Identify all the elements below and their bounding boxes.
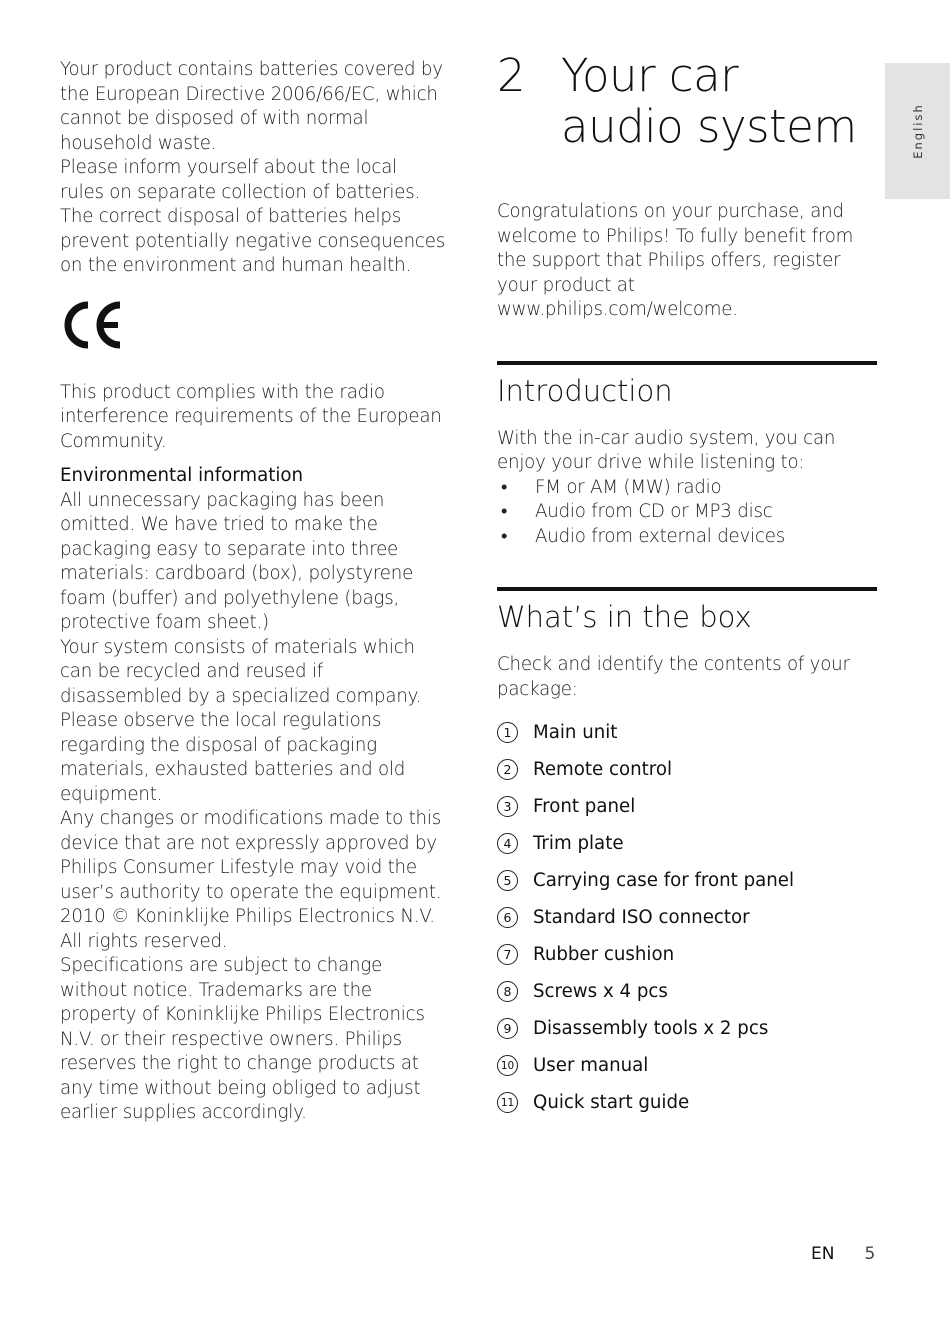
chapter-title: Your car audio system: [561, 49, 857, 153]
number-badge: 4: [497, 833, 518, 854]
number-badge: 6: [497, 907, 518, 928]
introduction-title: Introduction: [497, 373, 673, 408]
right-column: [497, 50, 877, 1121]
feature-list: [497, 476, 877, 550]
box-text: Check and identify the contents of your package:: [497, 654, 850, 700]
number-badge: 5: [497, 870, 518, 891]
list-item: • Audio from CD or MP3 disc: [497, 500, 877, 525]
number-badge: 11: [497, 1092, 518, 1113]
list-item: • FM or AM (MW) radio: [497, 476, 877, 501]
list-item: 3 Front panel: [497, 788, 877, 825]
language-tab-label: English: [910, 103, 925, 159]
number-badge: 1: [497, 722, 518, 743]
left-column: [60, 58, 445, 1126]
bullet-icon: •: [501, 525, 508, 547]
chapter-number: 2: [497, 49, 526, 102]
environmental-heading: Environmental information: [60, 465, 304, 486]
list-item: 4 Trim plate: [497, 825, 877, 862]
number-badge: 3: [497, 796, 518, 817]
language-tab: [885, 63, 950, 199]
bullet-icon: •: [501, 476, 508, 498]
number-badge: 8: [497, 981, 518, 1002]
introduction-rule: [497, 361, 877, 365]
bullet-icon: •: [501, 501, 508, 522]
footer-language: EN: [811, 1244, 835, 1264]
list-item: 9 Disassembly tools x 2 pcs: [497, 1010, 877, 1047]
box-title: What’s in the box: [497, 600, 752, 634]
box-contents-list: [497, 714, 877, 1121]
list-item: 7 Rubber cushion: [497, 936, 877, 973]
list-item: 6 Standard ISO connector: [497, 899, 877, 936]
list-item: 2 Remote control: [497, 751, 877, 788]
welcome-text: Congratulations on your purchase, and welcome to Philips! To fully benefit from the support that Philips offers, register your product at www.philips.com/welcome.: [497, 201, 854, 320]
number-badge: 10: [497, 1055, 518, 1076]
number-badge: 2: [497, 759, 518, 780]
ce-mark-logo: [60, 299, 445, 359]
page-number: 5: [864, 1244, 876, 1264]
environmental-text: All unnecessary packaging has been omitted. We have tried to make the packaging easy to separate into three materials: cardboard (box), polystyrene foam (buffer) and polyethylene (bags, protective foam sheet.) Your system consists of materials which can be recycled and reused if disassembled by a specialized company. Please observe the local regulations regarding the disposal of packaging materials, exhausted batteries and old equipment. Any changes or modifications made to this device that are not expressly approved by Philips Consumer Lifestyle may void the user’s authority to operate the equipment. 2010 © Koninklijke Philips Electronics N.V. All rights reserved. Specifications are subject to change without notice. Trademarks are the property of Koninklijke Philips Electronics N.V. or their respective owners. Philips reserves the right to change products at any time without being obliged to adjust earlier supplies accordingly.: [60, 489, 442, 1123]
list-item: 11 Quick start guide: [497, 1084, 877, 1121]
number-badge: 7: [497, 944, 518, 965]
page-footer: [811, 1244, 875, 1264]
list-item: 1 Main unit: [497, 714, 877, 751]
number-badge: 9: [497, 1018, 518, 1039]
list-item: • Audio from external devices: [497, 525, 877, 550]
introduction-text: With the in-car audio system, you can enjoy your drive while listening to:: [497, 427, 836, 473]
box-rule: [497, 587, 877, 591]
battery-notice: Your product contains batteries covered by the European Directive 2006/66/EC, which cannot be disposed of with normal household waste. Please inform yourself about the local rules on separate collection of batteries. The correct disposal of batteries helps prevent potentially negative consequences on the environment and human health.: [60, 59, 445, 276]
list-item: 10 User manual: [497, 1047, 877, 1084]
chapter-heading: [497, 50, 877, 152]
list-item: 8 Screws x 4 pcs: [497, 973, 877, 1010]
list-item: 5 Carrying case for front panel: [497, 862, 877, 899]
compliance-text: This product complies with the radio interference requirements of the European Community.: [60, 381, 442, 452]
